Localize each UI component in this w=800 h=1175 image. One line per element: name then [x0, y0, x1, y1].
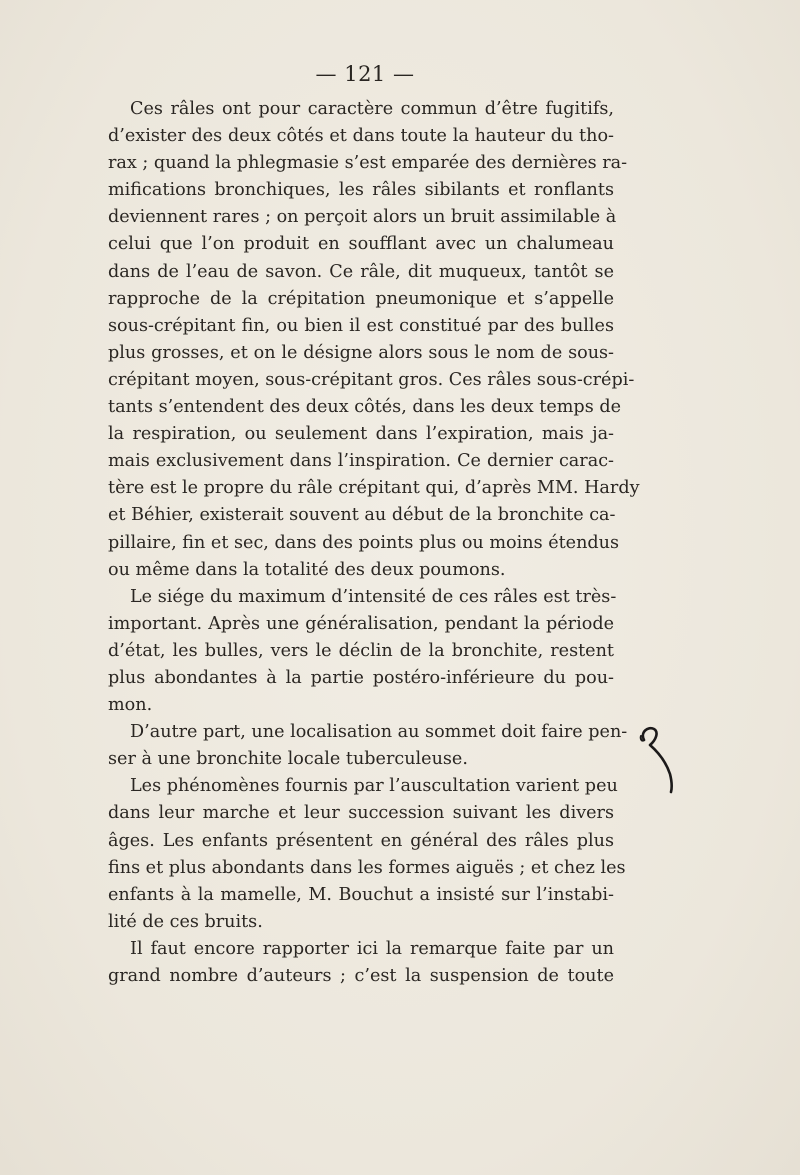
text-line: important. Après une généralisation, pendant la période [108, 613, 614, 634]
page-number: — 121 — [315, 62, 415, 86]
text-line: D’autre part, une localisation au sommet doit faire pen- [130, 722, 628, 743]
text-line: mais exclusivement dans l’inspiration. Ce dernier carac- [108, 451, 614, 472]
text-line: celui que l’on produit en soufflant avec un chalumeau [108, 234, 614, 255]
text-line: rapproche de la crépitation pneumonique et s’appelle [108, 288, 614, 309]
text-line: rax ; quand la phlegmasie s’est emparée des dernières ra- [108, 153, 628, 174]
text-line: plus abondantes à la partie postéro-inférieure du pou- [108, 667, 614, 688]
handwritten-margin-annotation [628, 722, 678, 794]
text-line: d’exister des deux côtés et dans toute la hauteur du tho- [108, 126, 614, 147]
text-line: Ces râles ont pour caractère commun d’être fugitifs, [130, 99, 614, 119]
text-line: et Béhier, existerait souvent au début de la bronchite ca- [108, 505, 616, 526]
text-line: enfants à la mamelle, M. Bouchut a insisté sur l’instabi- [108, 884, 614, 905]
text-line: deviennent rares ; on perçoit alors un bruit assimilable à [108, 207, 617, 228]
text-line: crépitant moyen, sous-crépitant gros. Ces râles sous-crépi- [108, 369, 635, 390]
text-line: ser à une bronchite locale tuberculeuse. [108, 749, 468, 770]
text-line: dans de l’eau de savon. Ce râle, dit muqueux, tantôt se [108, 261, 614, 282]
text-line: ou même dans la totalité des deux poumons. [108, 559, 506, 580]
text-line: Les phénomènes fournis par l’auscultation varient peu [130, 776, 618, 797]
body-text [108, 96, 640, 990]
text-line: mon. [108, 695, 153, 716]
text-line: lité de ces bruits. [108, 911, 263, 932]
text-line: âges. Les enfants présentent en général des râles plus [108, 830, 614, 851]
text-line: Le siége du maximum d’intensité de ces râles est très- [130, 586, 617, 607]
text-line: plus grosses, et on le désigne alors sous le nom de sous- [108, 342, 614, 363]
text-line: mifications bronchiques, les râles sibilants et ronflants [108, 180, 614, 201]
text-line: d’état, les bulles, vers le déclin de la bronchite, restent [108, 640, 614, 661]
text-line: Il faut encore rapporter ici la remarque faite par un [130, 938, 614, 959]
text-line: tants s’entendent des deux côtés, dans les deux temps de [108, 397, 621, 418]
text-line: tère est le propre du râle crépitant qui, d’après MM. Hardy [108, 478, 640, 499]
text-line: dans leur marche et leur succession suivant les divers [108, 803, 614, 824]
text-line: fins et plus abondants dans les formes aiguës ; et chez les [108, 857, 626, 878]
text-line: grand nombre d’auteurs ; c’est la suspension de toute [108, 966, 614, 986]
text-line: sous-crépitant fin, ou bien il est constitué par des bulles [108, 315, 614, 336]
text-line: pillaire, fin et sec, dans des points plus ou moins étendus [108, 532, 620, 553]
text-line: la respiration, ou seulement dans l’expiration, mais ja- [108, 424, 614, 445]
